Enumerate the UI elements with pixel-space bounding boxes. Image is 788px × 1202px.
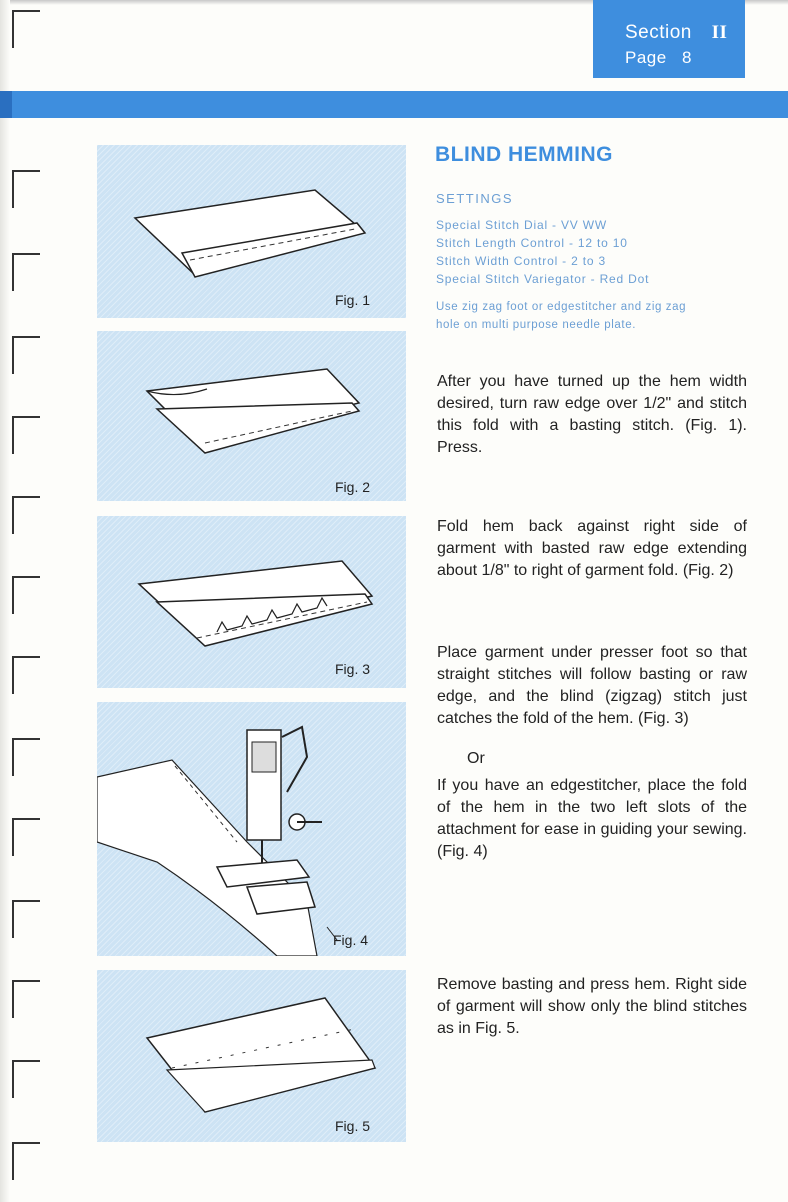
fig2-illustration <box>97 331 406 501</box>
fig-label: Fig. 4 <box>333 932 369 948</box>
binder-mark <box>12 496 40 534</box>
fig-label: Fig. 3 <box>335 661 371 677</box>
settings-note-line: Use zig zag foot or edgestitcher and zig zag <box>436 301 687 313</box>
instruction-paragraph: Remove basting and press hem. Right side of garment will show only the blind stitches as in Fig. 5. <box>437 976 747 1037</box>
binder-mark <box>12 900 40 938</box>
figure-4 <box>97 702 406 956</box>
settings-heading: SETTINGS <box>436 191 514 206</box>
fig-label: Fig. 2 <box>335 479 371 495</box>
section-number: II <box>711 22 728 43</box>
header-band <box>8 91 788 118</box>
or-separator: Or <box>467 750 485 767</box>
figure-5 <box>97 970 406 1142</box>
binder-mark <box>12 336 40 374</box>
binder-mark <box>12 1142 40 1180</box>
binder-mark <box>12 738 40 776</box>
figure-1 <box>97 145 406 318</box>
setting-line: Special Stitch Variegator - Red Dot <box>436 272 650 286</box>
binder-mark <box>12 1060 40 1098</box>
fig-label: Fig. 5 <box>335 1118 371 1134</box>
instruction-paragraph: Place garment under presser foot so that straight stitches will follow basting or raw edge, and the blind (zigzag) stitch just catches the fold of the hem. (Fig. 3) <box>437 644 747 727</box>
binder-mark <box>12 416 40 454</box>
section-label: Section <box>625 22 692 43</box>
binder-mark <box>12 980 40 1018</box>
instruction-paragraph: If you have an edgestitcher, place the fold of the hem in the two left slots of the attachment for ease in guiding your sewing. (Fig. 4) <box>437 777 747 860</box>
header-band-edge <box>0 91 12 118</box>
fig5-illustration <box>97 970 406 1142</box>
binder-mark <box>12 656 40 694</box>
binding-edge <box>0 0 10 1202</box>
figure-3 <box>97 516 406 688</box>
fig-label: Fig. 1 <box>335 292 371 308</box>
binder-mark <box>12 818 40 856</box>
page-label-row <box>625 48 692 68</box>
figure-2 <box>97 331 406 501</box>
settings-note-line: hole on multi purpose needle plate. <box>436 319 637 331</box>
page-label: Page <box>625 48 667 67</box>
binder-mark <box>12 576 40 614</box>
setting-line: Stitch Length Control - 12 to 10 <box>436 236 628 250</box>
page-number: 8 <box>681 48 692 67</box>
fig4-illustration <box>97 702 406 956</box>
setting-line: Stitch Width Control - 2 to 3 <box>436 254 606 268</box>
binder-mark <box>12 10 40 48</box>
page-title: BLIND HEMMING <box>435 143 613 166</box>
instruction-paragraph: After you have turned up the hem width desired, turn raw edge over 1/2" and stitch this fold with a basting stitch. (Fig. 1). Press. <box>437 373 747 456</box>
setting-line: Special Stitch Dial - VV WW <box>436 218 607 232</box>
binder-mark <box>12 253 40 291</box>
section-label-row <box>625 22 727 44</box>
instruction-paragraph: Fold hem back against right side of garment with basted raw edge extending about 1/8" to right of garment fold. (Fig. 2) <box>437 518 747 579</box>
binder-mark <box>12 170 40 208</box>
section-tab <box>593 0 745 78</box>
